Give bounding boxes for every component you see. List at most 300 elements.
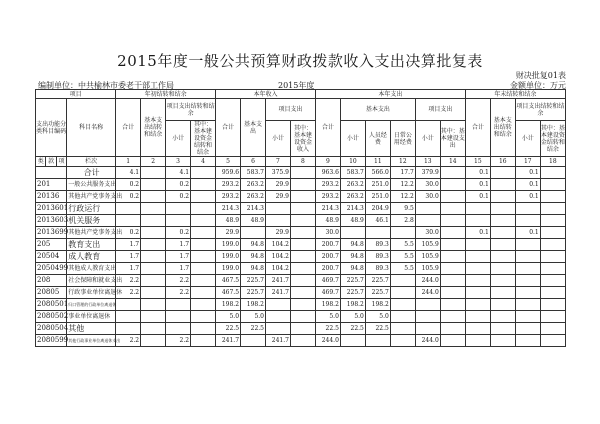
amount-cell <box>191 251 216 263</box>
amount-cell <box>290 227 315 239</box>
amount-cell <box>515 215 540 227</box>
amount-cell: 105.9 <box>415 239 440 251</box>
amount-cell <box>440 215 465 227</box>
amount-cell: 30.0 <box>415 227 440 239</box>
amount-cell <box>290 251 315 263</box>
function-code-cell: 20504 <box>36 251 67 263</box>
amount-cell <box>440 167 465 179</box>
amount-cell <box>540 299 565 311</box>
amount-cell: 199.0 <box>216 263 241 275</box>
function-code-cell: 201 <box>36 179 67 191</box>
amount-cell: 293.2 <box>315 179 340 191</box>
amount-cell <box>191 203 216 215</box>
amount-cell <box>191 239 216 251</box>
amount-cell <box>490 311 515 323</box>
subject-name-cell: 其他 <box>67 323 116 335</box>
header-project: 项目 <box>36 90 116 99</box>
amount-cell: 0.1 <box>515 191 540 203</box>
amount-cell <box>141 179 166 191</box>
amount-cell <box>465 251 490 263</box>
amount-cell <box>540 275 565 287</box>
amount-cell: 89.3 <box>365 251 390 263</box>
amount-cell: 4.1 <box>116 167 141 179</box>
amount-cell <box>515 239 540 251</box>
function-code-cell: 2080501 <box>36 299 67 311</box>
amount-cell <box>191 275 216 287</box>
amount-cell <box>390 227 415 239</box>
amount-cell <box>540 215 565 227</box>
header-income-proj-capital: 其中：基本建设资金收入 <box>290 121 315 157</box>
amount-cell: 225.7 <box>241 287 266 299</box>
table-row <box>36 335 566 347</box>
amount-cell: 0.2 <box>166 179 191 191</box>
amount-cell <box>540 323 565 335</box>
subject-name-cell: 行政运行 <box>67 203 116 215</box>
amount-cell: 469.7 <box>315 275 340 287</box>
amount-cell <box>290 323 315 335</box>
amount-cell <box>540 287 565 299</box>
amount-cell: 198.2 <box>216 299 241 311</box>
amount-cell: 225.7 <box>340 287 365 299</box>
amount-cell: 30.0 <box>315 227 340 239</box>
amount-cell <box>490 191 515 203</box>
amount-cell: 2.2 <box>116 335 141 347</box>
amount-cell <box>116 215 141 227</box>
amount-cell <box>265 203 290 215</box>
amount-cell <box>465 323 490 335</box>
amount-cell: 583.7 <box>241 167 266 179</box>
amount-cell <box>141 239 166 251</box>
amount-cell: 467.5 <box>216 287 241 299</box>
budget-table <box>35 89 566 347</box>
subject-name-cell: 机关服务 <box>67 215 116 227</box>
column-index-cell: 17 <box>515 157 540 167</box>
amount-cell: 199.0 <box>216 239 241 251</box>
column-index-cell: 6 <box>241 157 266 167</box>
amount-cell <box>340 227 365 239</box>
amount-cell: 2.2 <box>166 335 191 347</box>
function-code-cell: 20805 <box>36 287 67 299</box>
header-income-basic: 基本支出 <box>241 99 266 157</box>
amount-cell: 2.2 <box>166 287 191 299</box>
amount-cell: 104.2 <box>265 239 290 251</box>
column-index-cell: 18 <box>540 157 565 167</box>
amount-cell <box>440 299 465 311</box>
amount-cell: 46.1 <box>365 215 390 227</box>
amount-cell: 48.9 <box>340 215 365 227</box>
amount-cell <box>540 311 565 323</box>
header-opening-total: 合计 <box>116 99 141 157</box>
header-kind-kuan: 款 <box>46 157 56 167</box>
function-code-cell: 2013699 <box>36 227 67 239</box>
amount-cell <box>440 251 465 263</box>
header-expend-proj-capital: 其中：基本建设支出 <box>440 121 465 157</box>
amount-cell: 0.2 <box>166 191 191 203</box>
amount-cell: 204.9 <box>365 203 390 215</box>
header-expend-public: 日常公用经费 <box>390 121 415 157</box>
amount-cell <box>191 191 216 203</box>
amount-cell <box>116 311 141 323</box>
amount-cell <box>166 215 191 227</box>
column-index-cell: 12 <box>390 157 415 167</box>
function-code-cell: 2080599 <box>36 335 67 347</box>
amount-cell: 263.2 <box>340 179 365 191</box>
header-closing-proj-capital: 其中：基本建设资金结转和结余 <box>540 121 565 157</box>
amount-cell <box>540 179 565 191</box>
subject-name-cell: 教育支出 <box>67 239 116 251</box>
column-index-cell: 15 <box>465 157 490 167</box>
amount-cell: 22.5 <box>315 323 340 335</box>
function-code-cell: 2013603 <box>36 215 67 227</box>
header-closing-total: 合计 <box>465 99 490 157</box>
amount-cell <box>191 323 216 335</box>
header-closing-proj-subtotal: 小计 <box>515 121 540 157</box>
amount-cell <box>365 227 390 239</box>
header-subject-name: 科目名称 <box>67 99 116 157</box>
amount-cell <box>141 251 166 263</box>
subject-name-cell: 一般公共服务支出 <box>67 179 116 191</box>
amount-cell: 225.7 <box>241 275 266 287</box>
amount-cell: 30.0 <box>415 179 440 191</box>
column-index-cell: 14 <box>440 157 465 167</box>
amount-cell <box>540 239 565 251</box>
subject-name-cell: 归口管理的行政单位离退休 <box>67 299 116 311</box>
amount-cell <box>465 239 490 251</box>
amount-cell: 244.0 <box>415 287 440 299</box>
amount-cell: 293.2 <box>216 191 241 203</box>
amount-cell: 0.1 <box>465 191 490 203</box>
amount-cell: 963.6 <box>315 167 340 179</box>
amount-cell: 263.2 <box>241 179 266 191</box>
amount-cell <box>191 299 216 311</box>
header-column-index: 栏次 <box>67 157 116 167</box>
amount-cell <box>191 287 216 299</box>
amount-cell: 94.8 <box>340 239 365 251</box>
amount-cell <box>465 335 490 347</box>
amount-cell <box>515 203 540 215</box>
amount-cell: 29.9 <box>216 227 241 239</box>
header-opening-project: 项目支出结转和结余 <box>166 99 216 121</box>
amount-cell <box>191 227 216 239</box>
subject-name-cell: 行政事业单位离退休 <box>67 287 116 299</box>
amount-cell: 5.5 <box>390 263 415 275</box>
table-row <box>36 203 566 215</box>
column-index-cell: 13 <box>415 157 440 167</box>
amount-cell <box>166 203 191 215</box>
amount-cell: 293.2 <box>315 191 340 203</box>
amount-cell <box>490 287 515 299</box>
amount-cell: 89.3 <box>365 239 390 251</box>
amount-cell: 225.7 <box>365 287 390 299</box>
amount-cell: 214.3 <box>216 203 241 215</box>
table-row <box>36 311 566 323</box>
amount-cell: 293.2 <box>216 179 241 191</box>
table-row <box>36 215 566 227</box>
amount-cell <box>415 203 440 215</box>
header-closing-basic: 基本支出结转和结余 <box>490 99 515 157</box>
header-income-proj-subtotal: 小计 <box>265 121 290 157</box>
subject-name-cell: 成人教育 <box>67 251 116 263</box>
amount-cell <box>141 263 166 275</box>
amount-cell: 5.0 <box>340 311 365 323</box>
function-code-cell: 2080502 <box>36 311 67 323</box>
amount-cell <box>116 323 141 335</box>
amount-cell: 5.0 <box>365 311 390 323</box>
amount-cell: 214.3 <box>241 203 266 215</box>
amount-cell: 467.5 <box>216 275 241 287</box>
amount-cell: 4.1 <box>166 167 191 179</box>
amount-cell: 244.0 <box>415 275 440 287</box>
amount-cell <box>465 299 490 311</box>
function-code-cell: 2050499 <box>36 263 67 275</box>
amount-cell <box>141 215 166 227</box>
amount-unit: 金额单位：万元 <box>510 81 566 90</box>
subject-name-cell: 其他共产党事务支出 <box>67 191 116 203</box>
amount-cell <box>116 203 141 215</box>
amount-cell: 583.7 <box>340 167 365 179</box>
amount-cell <box>390 335 415 347</box>
amount-cell <box>465 203 490 215</box>
amount-cell <box>290 335 315 347</box>
amount-cell: 0.1 <box>465 227 490 239</box>
amount-cell: 0.2 <box>166 227 191 239</box>
column-index-cell: 3 <box>166 157 191 167</box>
amount-cell <box>515 263 540 275</box>
header-function-code: 支出功能分类科目编码 <box>36 99 67 157</box>
amount-cell <box>390 299 415 311</box>
amount-cell: 2.2 <box>166 275 191 287</box>
amount-cell: 241.7 <box>265 275 290 287</box>
amount-cell <box>390 311 415 323</box>
amount-cell: 94.8 <box>241 239 266 251</box>
amount-cell <box>290 215 315 227</box>
amount-cell <box>265 323 290 335</box>
column-index-cell: 7 <box>265 157 290 167</box>
amount-cell: 0.1 <box>465 167 490 179</box>
amount-cell <box>290 179 315 191</box>
amount-cell: 94.8 <box>241 251 266 263</box>
amount-cell: 199.0 <box>216 251 241 263</box>
amount-cell: 2.2 <box>116 275 141 287</box>
amount-cell <box>490 323 515 335</box>
amount-cell: 566.0 <box>365 167 390 179</box>
header-expend-personnel: 人员经费 <box>365 121 390 157</box>
amount-cell <box>490 251 515 263</box>
amount-cell: 0.1 <box>515 179 540 191</box>
amount-cell <box>540 167 565 179</box>
subject-name-cell: 合计 <box>67 167 116 179</box>
amount-cell <box>390 287 415 299</box>
amount-cell: 2.2 <box>116 287 141 299</box>
header-income: 本年收入 <box>216 90 316 99</box>
header-expenditure: 本年支出 <box>315 90 465 99</box>
amount-cell <box>141 311 166 323</box>
amount-cell <box>515 335 540 347</box>
amount-cell: 198.2 <box>315 299 340 311</box>
column-index-cell: 4 <box>191 157 216 167</box>
amount-cell: 225.7 <box>340 275 365 287</box>
table-row <box>36 263 566 275</box>
amount-cell <box>515 323 540 335</box>
amount-cell: 198.2 <box>340 299 365 311</box>
amount-cell <box>515 311 540 323</box>
amount-cell: 244.0 <box>315 335 340 347</box>
function-code-cell: 208 <box>36 275 67 287</box>
header-kind-xiang: 项 <box>56 157 66 167</box>
amount-cell <box>440 335 465 347</box>
amount-cell: 251.0 <box>365 179 390 191</box>
amount-cell: 469.7 <box>315 287 340 299</box>
amount-cell: 5.5 <box>390 239 415 251</box>
amount-cell <box>440 311 465 323</box>
reporting-unit: 编制单位：中共榆林市委老干部工作局 <box>38 81 174 90</box>
amount-cell <box>166 299 191 311</box>
amount-cell <box>365 335 390 347</box>
amount-cell <box>440 179 465 191</box>
amount-cell <box>141 299 166 311</box>
amount-cell <box>490 179 515 191</box>
amount-cell <box>290 311 315 323</box>
column-index-cell: 8 <box>290 157 315 167</box>
header-expend-basic: 基本支出 <box>340 99 415 121</box>
amount-cell <box>490 239 515 251</box>
amount-cell: 379.9 <box>415 167 440 179</box>
amount-cell <box>141 203 166 215</box>
function-code-cell: 2080504 <box>36 323 67 335</box>
column-index-cell: 9 <box>315 157 340 167</box>
amount-cell <box>390 323 415 335</box>
amount-cell <box>290 239 315 251</box>
amount-cell <box>540 335 565 347</box>
amount-cell <box>515 251 540 263</box>
amount-cell <box>465 215 490 227</box>
amount-cell: 1.7 <box>166 263 191 275</box>
amount-cell: 48.9 <box>315 215 340 227</box>
amount-cell: 198.2 <box>365 299 390 311</box>
amount-cell: 198.2 <box>241 299 266 311</box>
amount-cell: 104.2 <box>265 263 290 275</box>
amount-cell <box>141 191 166 203</box>
header-kind-lei: 类 <box>36 157 46 167</box>
amount-cell <box>141 335 166 347</box>
amount-cell <box>415 323 440 335</box>
amount-cell <box>440 323 465 335</box>
amount-cell <box>191 335 216 347</box>
subject-name-cell: 其他共产党事务支出 <box>67 227 116 239</box>
column-index-cell: 5 <box>216 157 241 167</box>
amount-cell: 0.1 <box>515 167 540 179</box>
amount-cell: 22.5 <box>365 323 390 335</box>
amount-cell: 1.7 <box>116 251 141 263</box>
amount-cell: 30.0 <box>415 191 440 203</box>
amount-cell <box>540 203 565 215</box>
amount-cell: 5.0 <box>315 311 340 323</box>
amount-cell <box>415 215 440 227</box>
amount-cell: 214.3 <box>340 203 365 215</box>
amount-cell <box>415 311 440 323</box>
table-row <box>36 167 566 179</box>
amount-cell: 1.7 <box>166 251 191 263</box>
amount-cell: 200.7 <box>315 263 340 275</box>
amount-cell <box>265 215 290 227</box>
amount-cell <box>540 227 565 239</box>
header-opening-proj-capital: 其中：基本建设资金结转和结余 <box>191 121 216 157</box>
amount-cell: 1.7 <box>166 239 191 251</box>
amount-cell <box>490 299 515 311</box>
header-expend-proj-subtotal: 小计 <box>415 121 440 157</box>
amount-cell: 263.2 <box>340 191 365 203</box>
amount-cell: 29.9 <box>265 179 290 191</box>
amount-cell: 29.9 <box>265 191 290 203</box>
amount-cell: 214.3 <box>315 203 340 215</box>
amount-cell <box>515 275 540 287</box>
header-expend-project: 项目支出 <box>415 99 465 121</box>
amount-cell: 12.2 <box>390 179 415 191</box>
header-opening-proj-subtotal: 小计 <box>166 121 191 157</box>
amount-cell: 959.6 <box>216 167 241 179</box>
amount-cell <box>191 263 216 275</box>
table-row <box>36 287 566 299</box>
amount-cell <box>290 299 315 311</box>
amount-cell: 0.2 <box>116 227 141 239</box>
amount-cell <box>515 299 540 311</box>
amount-cell: 9.5 <box>390 203 415 215</box>
amount-cell <box>290 287 315 299</box>
amount-cell <box>241 227 266 239</box>
amount-cell: 17.7 <box>390 167 415 179</box>
amount-cell: 241.7 <box>265 335 290 347</box>
amount-cell <box>141 275 166 287</box>
column-index-cell: 2 <box>141 157 166 167</box>
amount-cell <box>141 227 166 239</box>
amount-cell <box>166 323 191 335</box>
amount-cell <box>490 227 515 239</box>
amount-cell: 94.8 <box>340 263 365 275</box>
amount-cell <box>191 179 216 191</box>
amount-cell: 22.5 <box>241 323 266 335</box>
column-index-cell: 1 <box>116 157 141 167</box>
amount-cell <box>290 263 315 275</box>
column-index-cell: 10 <box>340 157 365 167</box>
amount-cell: 22.5 <box>216 323 241 335</box>
amount-cell <box>490 203 515 215</box>
amount-cell <box>116 299 141 311</box>
amount-cell <box>141 287 166 299</box>
amount-cell: 89.3 <box>365 263 390 275</box>
amount-cell: 0.1 <box>465 179 490 191</box>
amount-cell <box>241 335 266 347</box>
amount-cell: 2.8 <box>390 215 415 227</box>
amount-cell: 48.9 <box>216 215 241 227</box>
amount-cell <box>515 287 540 299</box>
report-title: 2015年度一般公共预算财政拨款收入支出决算批复表 <box>117 52 483 70</box>
amount-cell <box>290 167 315 179</box>
amount-cell: 251.0 <box>365 191 390 203</box>
amount-cell: 375.9 <box>265 167 290 179</box>
amount-cell: 22.5 <box>340 323 365 335</box>
amount-cell <box>440 239 465 251</box>
amount-cell: 104.2 <box>265 251 290 263</box>
header-closing-project: 项目支出结转和结余 <box>515 99 565 121</box>
table-row <box>36 275 566 287</box>
amount-cell: 0.2 <box>116 191 141 203</box>
amount-cell: 200.7 <box>315 251 340 263</box>
header-closing-balance: 年末结转和结余 <box>465 90 565 99</box>
amount-cell <box>191 215 216 227</box>
subject-name-cell: 社会保障和就业支出 <box>67 275 116 287</box>
amount-cell <box>440 203 465 215</box>
amount-cell <box>265 299 290 311</box>
